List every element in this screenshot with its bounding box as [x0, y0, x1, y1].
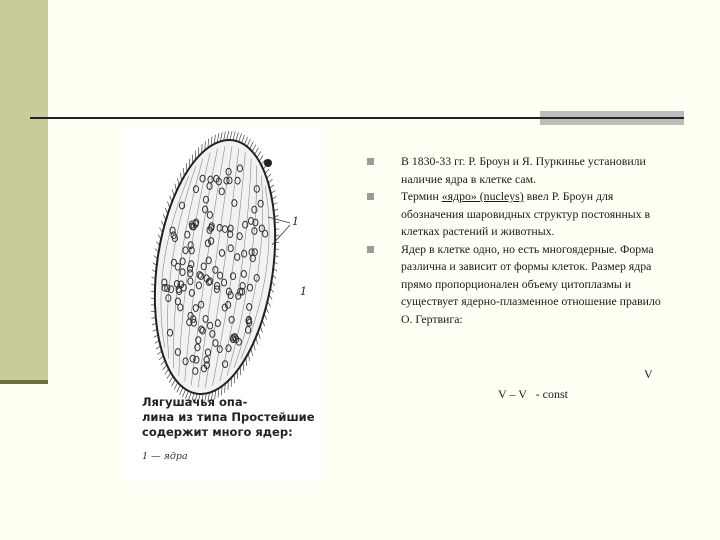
figure-legend: 1 — ядра: [142, 451, 188, 462]
cilium: [244, 137, 247, 145]
cilium: [172, 380, 176, 387]
dark-granule: [264, 159, 272, 167]
title-rule: [30, 117, 684, 119]
bullet-item: [366, 153, 666, 188]
cilium: [230, 131, 232, 140]
cilium: [180, 387, 183, 395]
cilium: [239, 134, 242, 142]
bullet-text: В 1830-33 гг. Р. Броун и Я. Пуркинье установили наличие ядра в клетке сам.: [401, 154, 646, 186]
formula-numerator: V: [644, 367, 653, 381]
term-link[interactable]: «ядро» (nucleys): [441, 189, 524, 203]
cilium: [250, 142, 253, 149]
formula-main: V – V - const: [498, 387, 569, 401]
cilium: [242, 135, 245, 143]
arrow-label: 1: [300, 285, 307, 298]
cilium: [174, 382, 178, 389]
bullet-square-icon: [367, 246, 374, 253]
caption-line: Лягушачья опа-: [142, 395, 248, 409]
cilium: [227, 131, 229, 140]
opalina-figure: [122, 125, 324, 482]
figure-caption: [142, 395, 322, 440]
caption-line: содержит много ядер:: [142, 425, 293, 439]
caption-line: лина из типа Простейшие: [142, 410, 315, 424]
cilium: [236, 132, 239, 140]
pointer-label: 1: [292, 215, 299, 228]
cilium: [233, 132, 235, 141]
cilium: [224, 131, 226, 140]
left-accent-bar: [0, 0, 48, 383]
cilium: [177, 385, 180, 392]
bullet-square-icon: [367, 193, 374, 200]
bullet-text-pre: Термин: [401, 189, 442, 203]
bullet-text-post: ввел Р. Броун для обозначения шаровидных структур постоянных в клетках растений и животных.: [401, 189, 651, 238]
left-accent-bar-edge: [0, 380, 48, 384]
cilium: [255, 148, 259, 155]
bullet-square-icon: [367, 158, 374, 165]
bullet-item: [366, 241, 666, 329]
bullet-text: Ядер в клетке одно, но есть многоядерные. Форма различна и зависит от формы клеток. Размер ядра прямо пропорционален объему цитоплазмы и существует ядерно-плазменное отношение правило О. Гертвига:: [401, 241, 661, 326]
cilium: [252, 145, 256, 152]
cilium: [247, 139, 250, 147]
bullet-item: [366, 188, 666, 241]
bullet-list: [366, 153, 666, 328]
